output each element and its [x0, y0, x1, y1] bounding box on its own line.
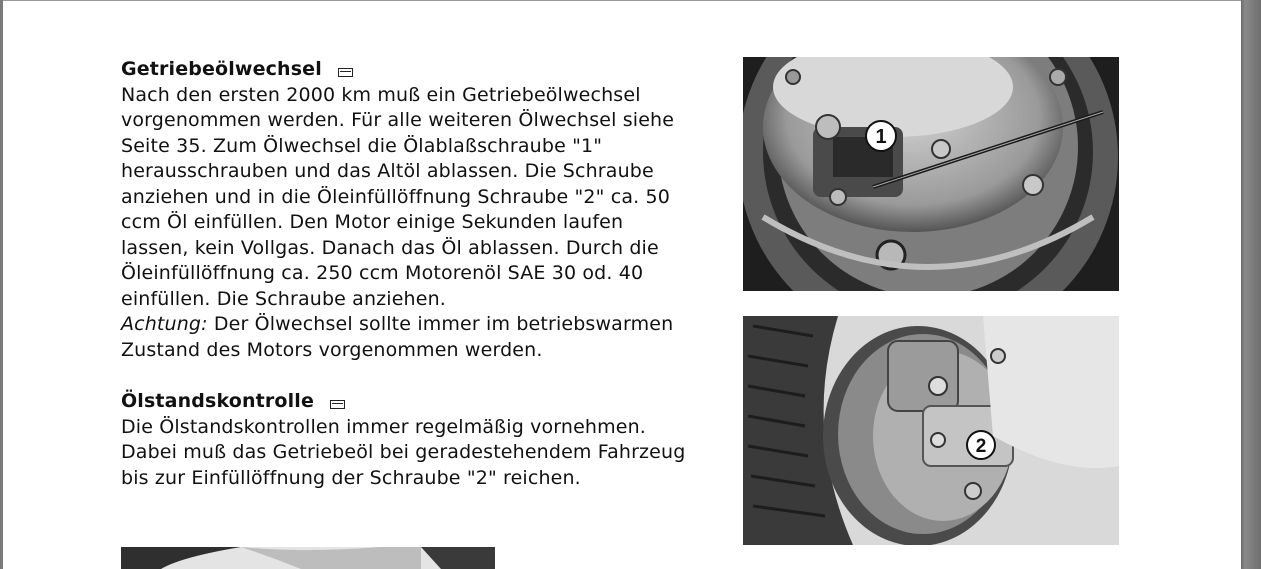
callout-number: 2	[975, 436, 987, 457]
note-text: Der Ölwechsel sollte immer im betriebswarmen	[207, 313, 674, 335]
heading-text: Ölstandskontrolle	[121, 390, 314, 412]
body-line: Seite 35. Zum Ölwechsel die Ölablaßschraube "1"	[121, 134, 603, 157]
page-left-border	[0, 0, 3, 569]
page-top-border	[0, 0, 1243, 1]
note-label: Achtung:	[121, 313, 208, 335]
body-line: Dabei muß das Getriebeöl bei geradestehendem Fahrzeug	[121, 441, 686, 463]
photo-partial-tire	[121, 547, 495, 569]
viewer-scroll-area[interactable]	[1241, 0, 1261, 569]
photo-drain-screw	[743, 57, 1119, 291]
section-oil-level	[121, 389, 741, 491]
photo-filler-screw	[743, 316, 1119, 545]
body-line: Die Ölstandskontrollen immer regelmäßig vornehmen.	[121, 415, 646, 438]
body-line: einfüllen. Die Schraube anziehen.	[121, 287, 446, 310]
body-line: Öleinfüllöffnung ca. 250 ccm Motorenöl SAE 30 od. 40	[121, 262, 644, 284]
body-line: herausschrauben und das Altöl ablassen. Die Schraube	[121, 160, 654, 182]
callout-number: 1	[875, 126, 887, 148]
body-line: bis zur Einfüllöffnung der Schraube "2" reichen.	[121, 466, 581, 489]
note-line	[121, 312, 741, 338]
section-link-icon[interactable]	[330, 400, 345, 409]
note-line: Zustand des Motors vorgenommen werden.	[121, 338, 543, 361]
body-line: Nach den ersten 2000 km muß ein Getriebeölwechsel	[121, 83, 641, 106]
section-heading	[121, 57, 741, 83]
section-heading	[121, 389, 741, 415]
section-oil-change	[121, 57, 741, 363]
body-line: lassen, kein Vollgas. Danach das Öl ablassen. Durch die	[121, 236, 659, 259]
section-link-icon[interactable]	[338, 68, 353, 77]
body-line: anziehen und in die Öleinfüllöffnung Schraube "2" ca. 50	[121, 185, 670, 208]
heading-text: Getriebeölwechsel	[121, 58, 322, 80]
body-line: vorgenommen werden. Für alle weiteren Ölwechsel siehe	[121, 109, 675, 131]
body-line: ccm Öl einfüllen. Den Motor einige Sekunden laufen	[121, 211, 624, 233]
